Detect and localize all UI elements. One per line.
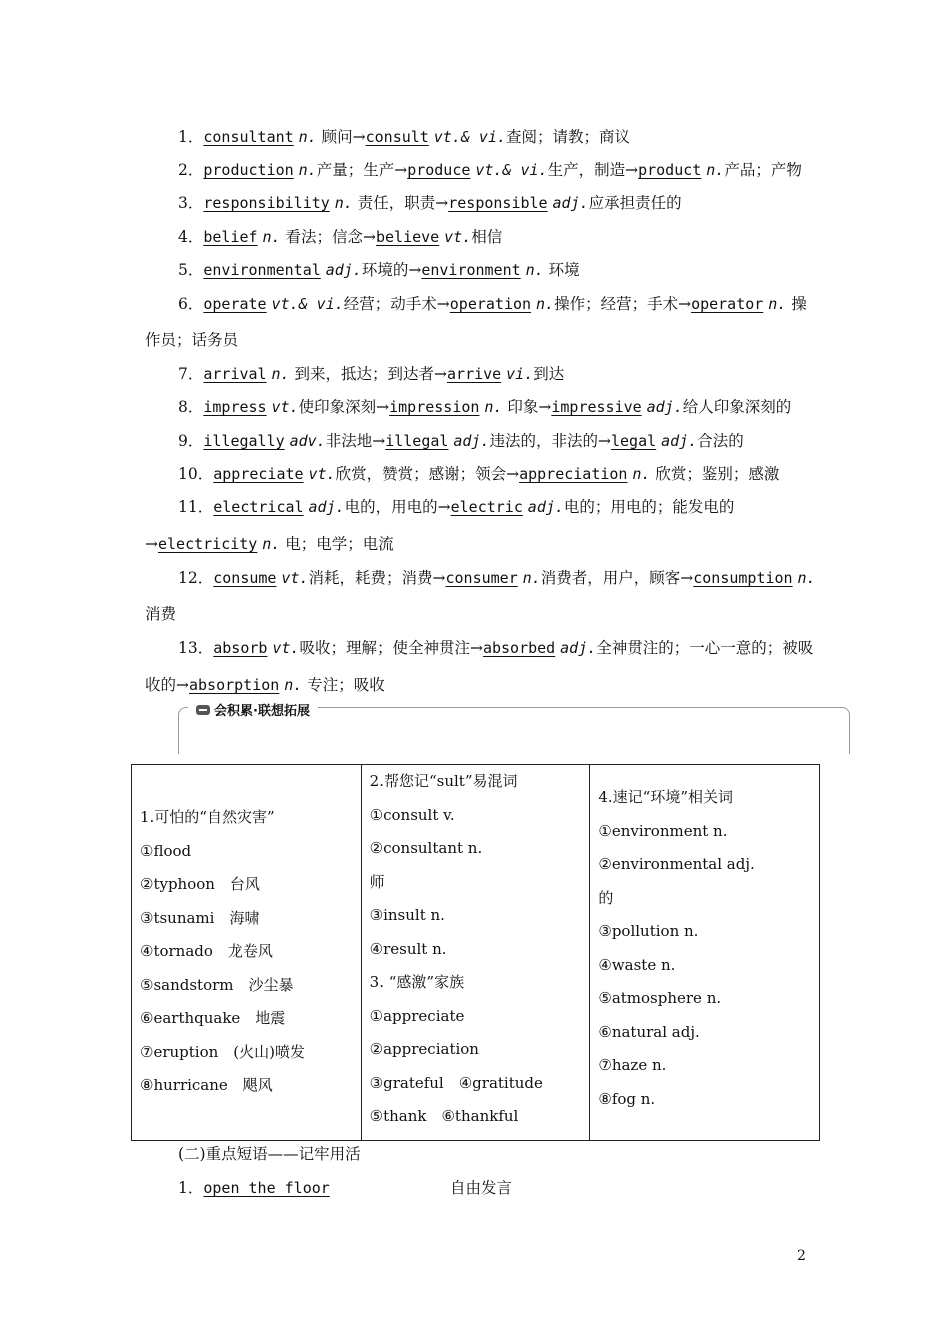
part-of-speech: n.: [262, 535, 281, 553]
part-of-speech: vt.: [271, 398, 299, 416]
item-number: 1．: [178, 128, 204, 146]
definition: 欣赏；鉴别；感激: [650, 465, 780, 483]
vocab-item-continuation: [145, 533, 394, 555]
part-of-speech: vt.& vi.: [433, 128, 507, 146]
definition: 操作；经营；手术→: [554, 295, 692, 313]
section-title: (二)重点短语——记牢用活: [178, 1145, 361, 1163]
natural-disaster-column: [132, 765, 362, 1141]
table-entry: ③grateful ④gratitude: [369, 1073, 543, 1092]
arrow-text: 收的→: [145, 676, 189, 694]
table-entry: ⑤atmosphere n.: [598, 989, 722, 1007]
phrase-number: 1．: [178, 1179, 204, 1197]
headword: production: [203, 161, 294, 179]
headword: environmental: [203, 261, 321, 279]
headword: impress: [203, 398, 267, 416]
part-of-speech: adj.: [646, 398, 683, 416]
headword: arrival: [203, 365, 267, 383]
item-number: 2．: [178, 161, 204, 179]
vocab-item: [178, 259, 580, 281]
part-of-speech: n.: [522, 569, 541, 587]
headword: absorb: [213, 639, 268, 657]
vocab-item-continuation: [145, 603, 176, 625]
headword: consultant: [203, 128, 294, 146]
part-of-speech: n.: [797, 569, 816, 587]
item-number: 5．: [178, 261, 204, 279]
definition: 欣赏，赞赏；感谢；领会→: [335, 465, 520, 483]
table-entry: ⑧fog n.: [598, 1089, 656, 1108]
derived-word: environment: [421, 261, 521, 279]
part-of-speech: adv.: [289, 432, 326, 450]
item-number: 4．: [178, 228, 204, 246]
part-of-speech: adj.: [527, 498, 564, 516]
derived-word: product: [638, 161, 702, 179]
derived-word: consumer: [445, 569, 518, 587]
part-of-speech: n.: [484, 398, 503, 416]
table-entry: ①appreciate: [369, 1006, 465, 1025]
definition: 非法地→: [325, 432, 386, 450]
definition: 作员；话务员: [145, 331, 239, 349]
derived-word: produce: [407, 161, 471, 179]
definition: 电的；用电的；能发电的: [563, 498, 735, 516]
derived-word: operation: [449, 295, 532, 313]
derived-word: absorption: [189, 676, 280, 694]
part-of-speech: n.: [536, 295, 555, 313]
table-entry: 的: [598, 888, 614, 907]
note-icon: [196, 705, 210, 715]
part-of-speech: n.: [271, 365, 290, 383]
part-of-speech: n.: [298, 128, 317, 146]
part-of-speech: n.: [334, 194, 353, 212]
table-entry: 3. “感激”家族: [369, 973, 465, 991]
definition: 使印象深刻→: [298, 398, 390, 416]
item-number: 11．: [178, 498, 214, 516]
sult-words-column: [361, 765, 590, 1141]
phrase-item: [178, 1177, 330, 1199]
item-number: 7．: [178, 365, 204, 383]
item-number: 9．: [178, 432, 204, 450]
definition: 生产，制造→: [547, 161, 639, 179]
definition: 环境: [543, 261, 580, 279]
derived-word: responsible: [448, 194, 548, 212]
definition: 合法的: [697, 432, 744, 450]
derived-word: electricity: [158, 535, 258, 553]
table-entry: ②appreciation: [369, 1040, 479, 1058]
table-entry: ②consultant n.: [369, 839, 483, 857]
definition: 给人印象深刻的: [682, 398, 792, 416]
tip-box-label: [188, 700, 318, 719]
definition: 操: [786, 295, 807, 313]
derived-word: illegal: [385, 432, 449, 450]
table-entry: ①flood: [140, 841, 192, 860]
tip-box-title: 会积累·联想拓展: [214, 704, 310, 719]
headword: belief: [203, 228, 258, 246]
part-of-speech: vt.: [281, 569, 309, 587]
column-title: 1.可怕的“自然灾害”: [140, 808, 275, 826]
table-entry: ③pollution n.: [598, 922, 699, 940]
part-of-speech: adj.: [661, 432, 698, 450]
vocab-item: [178, 159, 802, 181]
phrase-text: open the floor: [203, 1179, 330, 1197]
part-of-speech: adj.: [560, 639, 597, 657]
headword: electrical: [213, 498, 304, 516]
definition: 到来，抵达；到达者→: [289, 365, 448, 383]
part-of-speech: adj.: [552, 194, 589, 212]
definition: 看法；信念→: [280, 228, 376, 246]
definition: 电的，用电的→: [344, 498, 451, 516]
item-number: 8．: [178, 398, 204, 416]
item-number: 3．: [178, 194, 204, 212]
part-of-speech: vt.& vi.: [475, 161, 548, 179]
part-of-speech: vt.: [444, 228, 472, 246]
part-of-speech: n.: [632, 465, 651, 483]
derived-word: operator: [691, 295, 764, 313]
phrase-definition: 自由发言: [450, 1179, 513, 1197]
headword: consume: [213, 569, 277, 587]
definition: 环境的→: [361, 261, 422, 279]
definition: 电；电学；电流: [280, 535, 394, 553]
definition: 到达: [533, 365, 565, 383]
definition: 经营；动手术→: [343, 295, 450, 313]
headword: illegally: [203, 432, 285, 450]
item-number: 13．: [178, 639, 214, 657]
item-number: 6．: [178, 295, 204, 313]
definition: 违法的，非法的→: [489, 432, 611, 450]
table-entry: ③insult n.: [369, 906, 445, 924]
derived-word: absorbed: [482, 639, 556, 657]
environment-words-column: [590, 765, 820, 1141]
vocab-item: [178, 396, 791, 418]
part-of-speech: vt.& vi.: [271, 295, 344, 313]
definition: 应承担责任的: [588, 194, 682, 212]
page-number: 2: [797, 1248, 806, 1264]
headword: responsibility: [203, 194, 330, 212]
definition: 顾问→: [316, 128, 366, 146]
definition: 全神贯注的；一心一意的；被吸: [596, 639, 814, 657]
vocab-item: [178, 293, 807, 315]
vocab-item: [178, 567, 816, 589]
definition: 产品；产物: [724, 161, 802, 179]
table-entry: ④tornado 龙卷风: [140, 942, 273, 960]
vocab-item-continuation: [145, 674, 385, 696]
part-of-speech: n.: [298, 161, 317, 179]
vocab-item: [178, 637, 813, 659]
definition: 消费: [145, 605, 177, 623]
part-of-speech: n.: [284, 676, 303, 694]
vocab-item: [178, 430, 744, 452]
table-entry: ⑤sandstorm 沙尘暴: [140, 975, 294, 994]
item-number: 12．: [178, 569, 214, 587]
table-entry: ②typhoon 台风: [140, 875, 260, 893]
derived-word: legal: [611, 432, 657, 450]
part-of-speech: vt.: [272, 639, 300, 657]
derived-word: believe: [375, 228, 440, 246]
table-entry: ③tsunami 海啸: [140, 908, 260, 927]
derived-word: consumption: [693, 569, 793, 587]
derived-word: electric: [450, 498, 523, 516]
table-entry: ⑧hurricane 飓风: [140, 1076, 273, 1094]
derived-word: impression: [389, 398, 480, 416]
vocab-item: [178, 226, 502, 248]
part-of-speech: n.: [706, 161, 725, 179]
part-of-speech: n.: [525, 261, 544, 279]
definition: 印象→: [502, 398, 552, 416]
definition: 相信: [471, 228, 503, 246]
derived-word: appreciation: [519, 465, 628, 483]
vocab-item: [178, 463, 779, 485]
part-of-speech: vt.: [308, 465, 336, 483]
derived-word: impressive: [551, 398, 642, 416]
table-entry: ④result n.: [369, 939, 447, 958]
association-table: [131, 764, 820, 1141]
part-of-speech: adj.: [453, 432, 490, 450]
item-number: 10．: [178, 465, 214, 483]
table-entry: ①environment n.: [598, 821, 728, 840]
table-entry: ⑥natural adj.: [598, 1022, 700, 1041]
definition: 责任，职责→: [352, 194, 449, 212]
headword: appreciate: [213, 465, 304, 483]
table-entry: ④waste n.: [598, 955, 676, 974]
part-of-speech: vi.: [506, 365, 534, 383]
table-entry: ⑦eruption (火山)喷发: [140, 1042, 305, 1061]
part-of-speech: adj.: [308, 498, 345, 516]
definition: 消耗，耗费；消费→: [308, 569, 446, 587]
table-entry: ⑤thank ⑥thankful: [369, 1107, 519, 1125]
part-of-speech: n.: [262, 228, 281, 246]
headword: operate: [203, 295, 267, 313]
table-entry: ①consult v.: [369, 805, 455, 824]
definition: 专注；吸收: [302, 676, 385, 694]
table-entry: ⑥earthquake 地震: [140, 1009, 286, 1027]
vocab-item: [178, 363, 564, 385]
table-entry: 师: [369, 872, 385, 891]
vocab-item-continuation: [145, 329, 238, 351]
derived-word: arrive: [447, 365, 502, 383]
derived-word: consult: [365, 128, 429, 146]
arrow-text: →: [145, 535, 158, 553]
vocab-item: [178, 496, 734, 518]
definition: 吸收；理解；使全神贯注→: [299, 639, 483, 657]
definition: 产量；生产→: [316, 161, 408, 179]
table-entry: ⑦haze n.: [598, 1056, 667, 1074]
definition: 消费者，用户，顾客→: [540, 569, 694, 587]
table-entry: ②environmental adj.: [598, 855, 755, 873]
vocab-item: [178, 126, 630, 148]
part-of-speech: n.: [768, 295, 787, 313]
column-title: 4.速记“环境”相关词: [598, 788, 734, 806]
column-title: 2.帮您记“sult”易混词: [369, 772, 518, 790]
definition: 查阅；请教；商议: [506, 128, 631, 146]
vocab-item: [178, 192, 682, 214]
part-of-speech: adj.: [325, 261, 362, 279]
